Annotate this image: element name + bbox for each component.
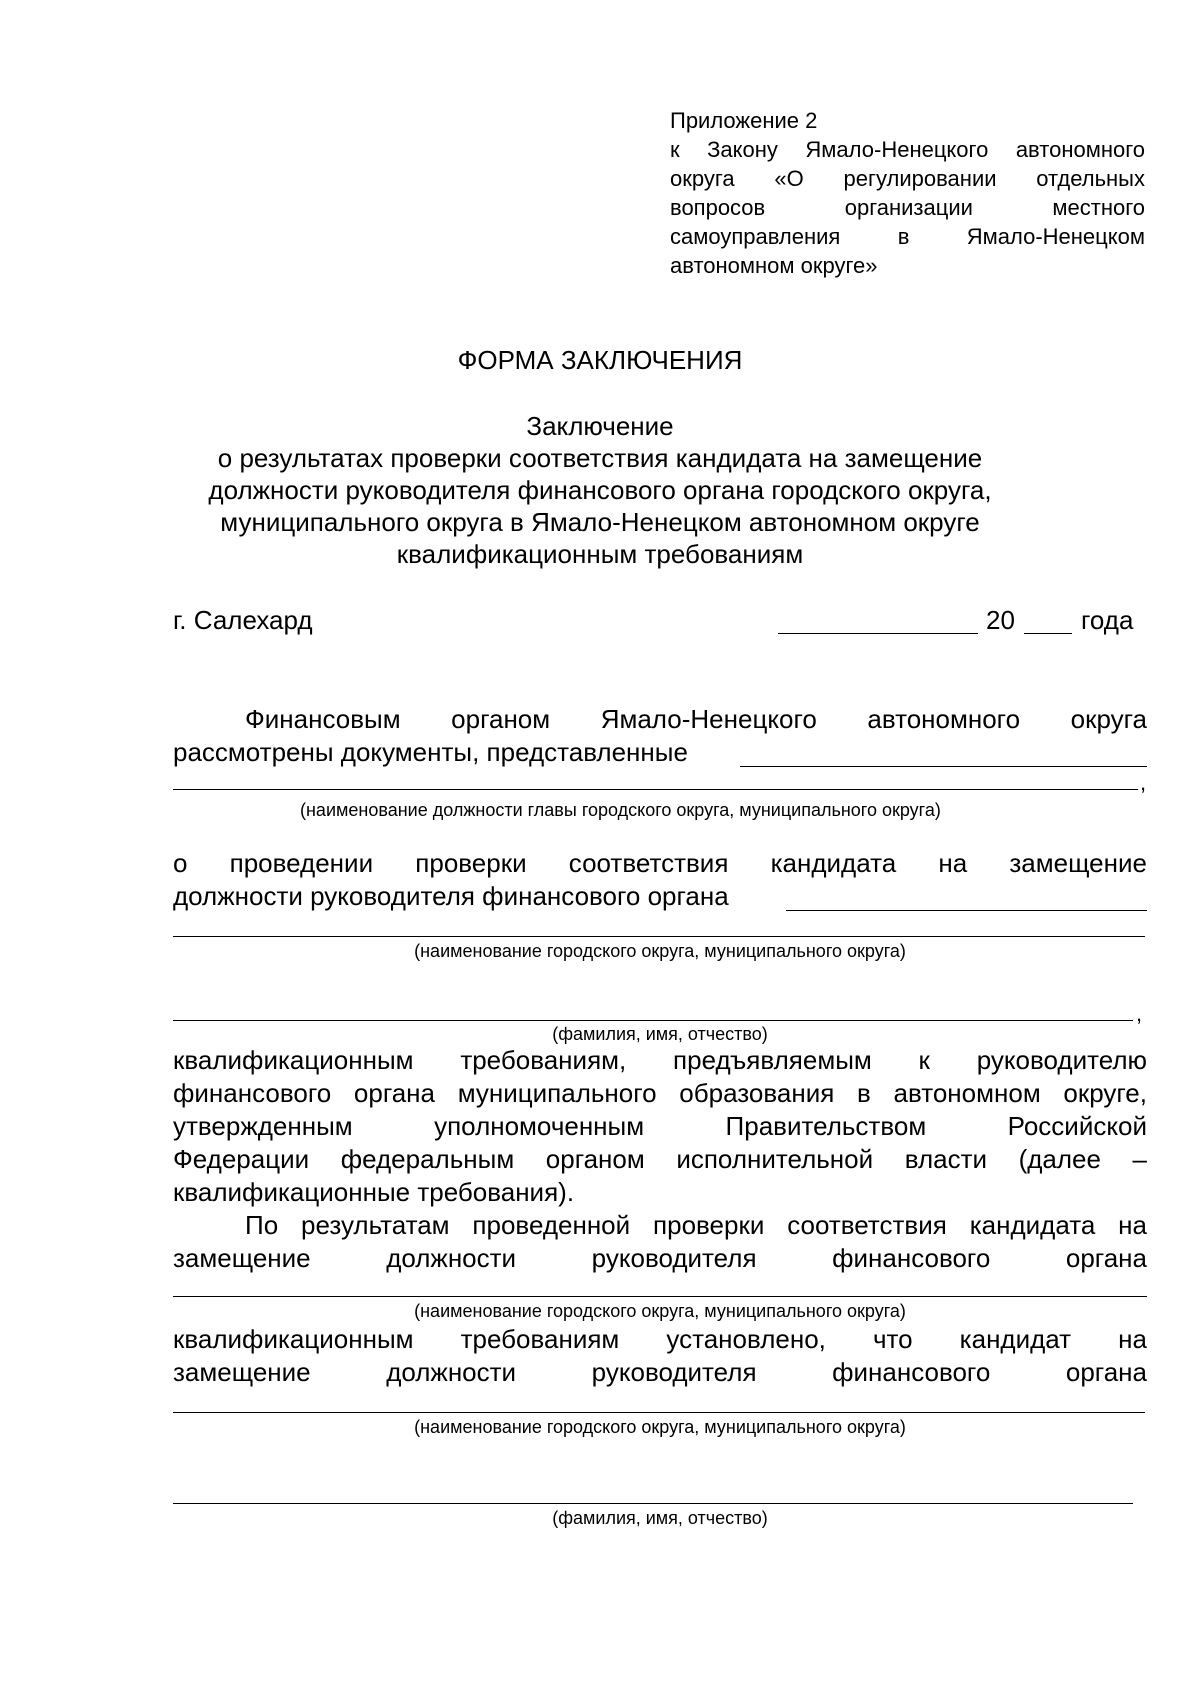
candidate-name-hint-2: (фамилия, имя, отчество) xyxy=(552,1508,768,1528)
appendix-line-6: автономном округе» xyxy=(670,253,878,278)
conclusion-line-1: о результатах проверки соответствия кандидата на замещение xyxy=(217,443,983,473)
head-position-hint: (наименование должности главы городского округа, муниципального округа) xyxy=(300,800,941,820)
conclusion-line-4: квалификационным требованиям xyxy=(396,539,804,569)
head-position-field[interactable] xyxy=(173,789,1138,790)
date-year-suffix: года xyxy=(1081,605,1134,635)
municipality-field-3[interactable] xyxy=(173,1412,1145,1413)
appendix-line-4: вопросов организации местного xyxy=(670,195,1145,220)
para1-line-1: Финансовым органом Ямало-Ненецкого автономного округа xyxy=(245,704,1147,734)
place-label: г. Салехард xyxy=(173,605,313,635)
para3-line-5: квалификационные требования). xyxy=(173,1177,575,1207)
para3-line-3: утвержденным уполномоченным Правительством Российской xyxy=(173,1111,1147,1141)
para1-line-2: рассмотрены документы, представленные xyxy=(173,737,688,767)
form-title: ФОРМА ЗАКЛЮЧЕНИЯ xyxy=(457,345,743,375)
appendix-line-2: к Закону Ямало-Ненецкого автономного xyxy=(670,137,1145,162)
comma-1: , xyxy=(1140,770,1147,795)
municipality-field-1[interactable] xyxy=(173,936,1145,937)
para3-line-4: Федерации федеральным органом исполнительной власти (далее – xyxy=(173,1144,1147,1174)
para5-line-2: замещение должности руководителя финансового органа xyxy=(173,1357,1147,1387)
presenter-field[interactable] xyxy=(740,766,1147,767)
comma-2: , xyxy=(1136,1001,1143,1026)
appendix-line-3: округа «О регулировании отдельных xyxy=(670,166,1145,191)
candidate-name-field-2[interactable] xyxy=(173,1503,1133,1504)
date-year-prefix: 20 xyxy=(986,605,1015,635)
appendix-line-1: Приложение 2 xyxy=(670,108,818,133)
para3-line-1: квалификационным требованиям, предъявляемым к руководителю xyxy=(173,1045,1147,1075)
para4-line-2: замещение должности руководителя финансового органа xyxy=(173,1243,1147,1273)
date-day-month-field[interactable] xyxy=(778,633,978,634)
conclusion-line-2: должности руководителя финансового органа городского округа, xyxy=(208,475,992,505)
para2-line-2: должности руководителя финансового органа xyxy=(173,881,729,911)
municipality-hint-1: (наименование городского округа, муниципального округа) xyxy=(414,941,906,961)
conclusion-title: Заключение xyxy=(526,411,674,441)
appendix-line-5: самоуправления в Ямало-Ненецком xyxy=(670,224,1145,249)
candidate-name-hint-1: (фамилия, имя, отчество) xyxy=(552,1024,768,1044)
date-year-field[interactable] xyxy=(1024,633,1072,634)
municipality-hint-3: (наименование городского округа, муниципального округа) xyxy=(414,1417,906,1437)
candidate-name-field-1[interactable] xyxy=(173,1020,1133,1021)
para4-line-1: По результатам проведенной проверки соответствия кандидата на xyxy=(245,1210,1147,1240)
para2-line-1: о проведении проверки соответствия кандидата на замещение xyxy=(173,848,1147,878)
municipality-hint-2: (наименование городского округа, муниципального округа) xyxy=(414,1301,906,1321)
para3-line-2: финансового органа муниципального образования в автономном округе, xyxy=(173,1078,1147,1108)
finance-body-field[interactable] xyxy=(786,910,1147,911)
municipality-field-2[interactable] xyxy=(173,1296,1147,1297)
para5-line-1: квалификационным требованиям установлено, что кандидат на xyxy=(173,1324,1147,1354)
conclusion-line-3: муниципального округа в Ямало-Ненецком автономном округе xyxy=(220,507,980,537)
